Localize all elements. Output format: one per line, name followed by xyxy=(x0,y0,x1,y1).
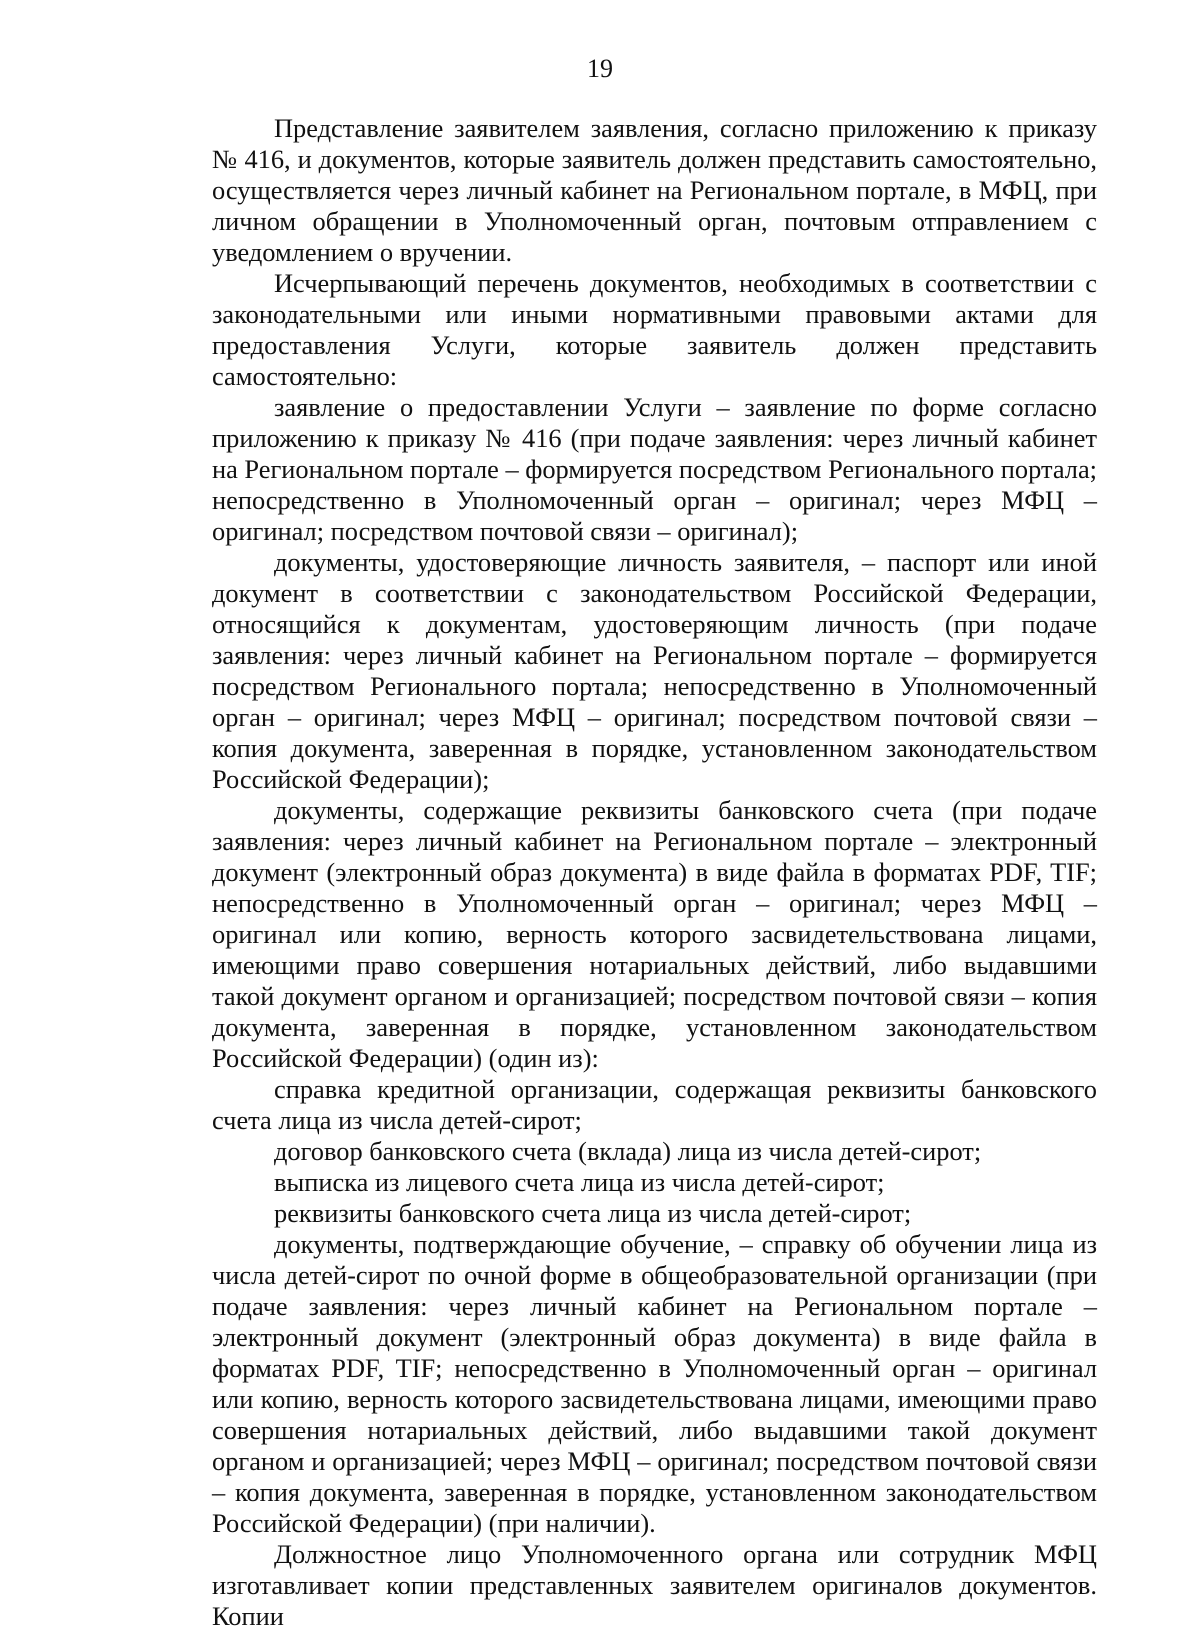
paragraph-identity-documents: документы, удостоверяющие личность заявителя, – паспорт или иной документ в соответствии с законодательством Российской Федерации, относящийся к документам, удостоверяющим личность (при подаче заявления: через личный кабинет на Региональном портале – формируется посредством Регионального портала; непосредственно в Уполномоченный орган – оригинал; через МФЦ – оригинал; посредством почтовой связи – копия документа, заверенная в порядке, установленном законодательством Российской Федерации); xyxy=(212,547,1097,794)
paragraph-copies: Должностное лицо Уполномоченного органа или сотрудник МФЦ изготавливает копии представленных заявителем оригиналов документов. Копии xyxy=(212,1539,1097,1631)
paragraph-application: заявление о предоставлении Услуги – заявление по форме согласно приложению к приказу № 416 (при подаче заявления: через личный кабинет на Региональном портале – формируется посредством Регионального портала; непосредственно в Уполномоченный орган – оригинал; через МФЦ – оригинал; посредством почтовой связи – оригинал); xyxy=(212,392,1097,546)
list-item-bank-certificate: справка кредитной организации, содержащая реквизиты банковского счета лица из числа детей-сирот; xyxy=(212,1074,1097,1135)
paragraph-documents-list-intro: Исчерпывающий перечень документов, необходимых в соответствии с законодательными или иными нормативными правовыми актами для предоставления Услуги, которые заявитель должен представить самостоятельно: xyxy=(212,268,1097,391)
list-item-bank-details: реквизиты банковского счета лица из числа детей-сирот; xyxy=(274,1198,912,1228)
page-number: 19 xyxy=(587,54,613,83)
paragraph-education-documents: документы, подтверждающие обучение, – справку об обучении лица из числа детей-сирот по очной форме в общеобразовательной организации (при подаче заявления: через личный кабинет на Региональном портале – электронный документ (электронный образ документа) в виде файла в форматах PDF, TIF; непосредственно в Уполномоченный орган – оригинал или копию, верность которого засвидетельствована лицами, имеющими право совершения нотариальных действий, либо выдавшими такой документ органом и организацией; через МФЦ – оригинал; посредством почтовой связи – копия документа, заверенная в порядке, установленном законодательством Российской Федерации) (при наличии). xyxy=(212,1229,1097,1538)
paragraph-bank-documents: документы, содержащие реквизиты банковского счета (при подаче заявления: через личный кабинет на Региональном портале – электронный документ (электронный образ документа) в виде файла в форматах PDF, TIF; непосредственно в Уполномоченный орган – оригинал; через МФЦ – оригинал или копию, верность которого засвидетельствована лицами, имеющими право совершения нотариальных действий, либо выдавшими такой документ органом и организацией; посредством почтовой связи – копия документа, заверенная в порядке, установленном законодательством Российской Федерации) (один из): xyxy=(212,795,1097,1073)
document-body xyxy=(212,113,1097,1632)
list-item-bank-contract: договор банковского счета (вклада) лица из числа детей-сирот; xyxy=(274,1136,982,1166)
list-item-account-statement: выписка из лицевого счета лица из числа детей-сирот; xyxy=(274,1167,885,1197)
paragraph-submission-methods: Представление заявителем заявления, согласно приложению к приказу № 416, и документов, которые заявитель должен представить самостоятельно, осуществляется через личный кабинет на Региональном портале, в МФЦ, при личном обращении в Уполномоченный орган, почтовым отправлением с уведомлением о вручении. xyxy=(212,113,1097,267)
